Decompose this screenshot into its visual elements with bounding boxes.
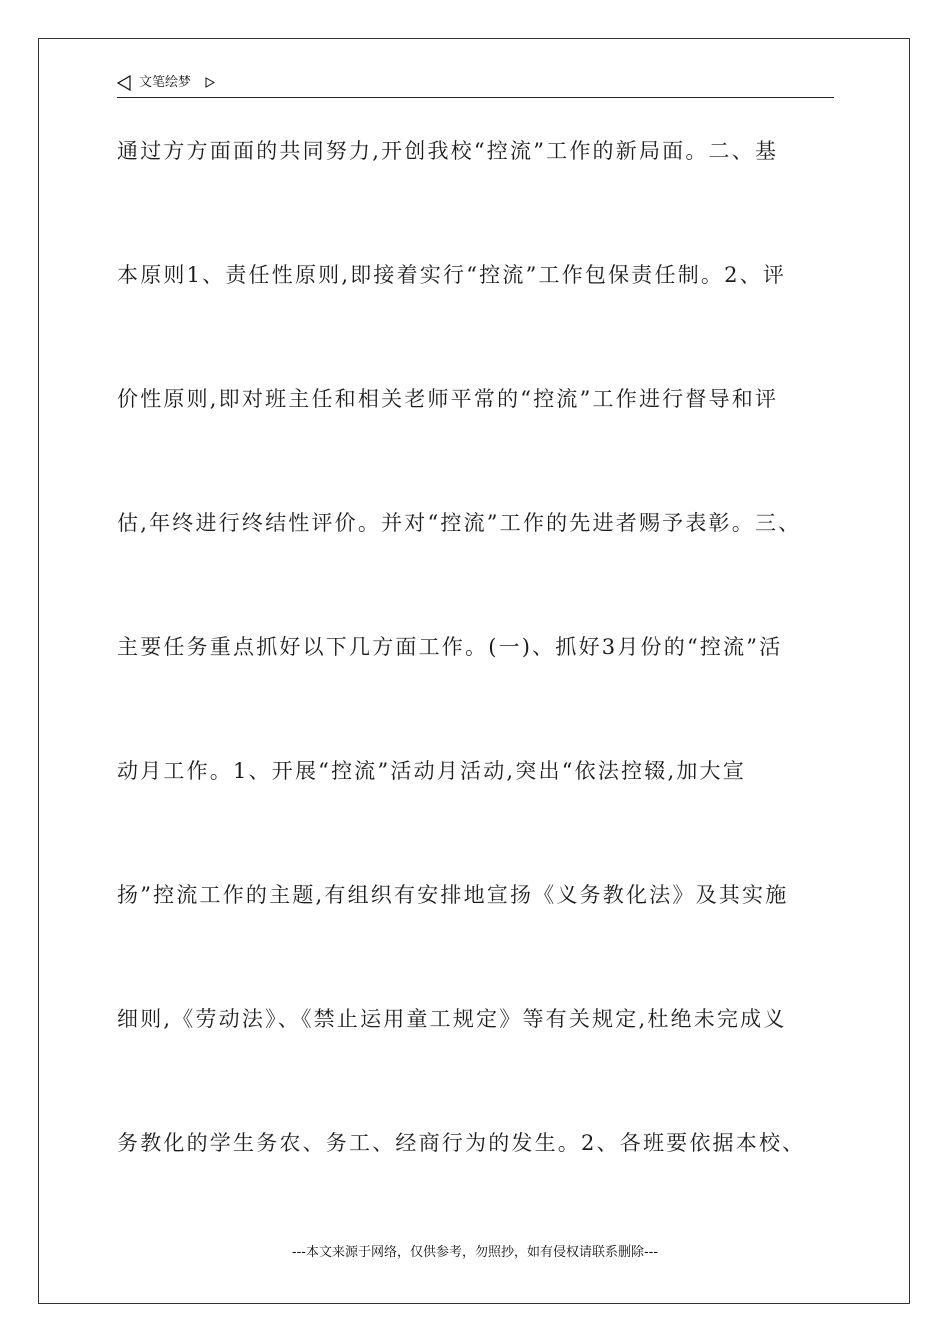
body-line: 价性原则,即对班主任和相关老师平常的“控流”工作进行督导和评 bbox=[117, 387, 779, 411]
triangle-right-outline-icon bbox=[205, 77, 215, 88]
body-line: 通过方方面面的共同努力,开创我校“控流”工作的新局面。二、基 bbox=[117, 139, 779, 163]
body-line: 动月工作。1、开展“控流”活动月活动,突出“依法控辍,加大宣 bbox=[117, 759, 746, 783]
body-line: 细则,《劳动法》、《禁止运用童工规定》等有关规定,杜绝未完成义 bbox=[117, 1007, 787, 1031]
footer-disclaimer: ---本文来源于网络，仅供参考，勿照抄，如有侵权请联系删除--- bbox=[291, 1245, 659, 1260]
body-line: 扬”控流工作的主题,有组织有安排地宣扬《义务教化法》及其实施 bbox=[117, 883, 789, 907]
body-line: 估,年终进行终结性评价。并对“控流”工作的先进者赐予表彰。三、 bbox=[117, 511, 802, 535]
page-header bbox=[117, 72, 834, 98]
triangle-left-outline-icon bbox=[117, 75, 131, 91]
body-line: 本原则1、责任性原则,即接着实行“控流”工作包保责任制。2、评 bbox=[117, 263, 787, 287]
body-line: 务教化的学生务农、务工、经商行为的发生。2、各班要依据本校、 bbox=[117, 1131, 806, 1155]
header-title: 文笔绘梦 bbox=[139, 75, 192, 90]
body-line: 主要任务重点抓好以下几方面工作。(一)、抓好3月份的“控流”活 bbox=[117, 635, 783, 659]
page-border bbox=[38, 38, 910, 1304]
